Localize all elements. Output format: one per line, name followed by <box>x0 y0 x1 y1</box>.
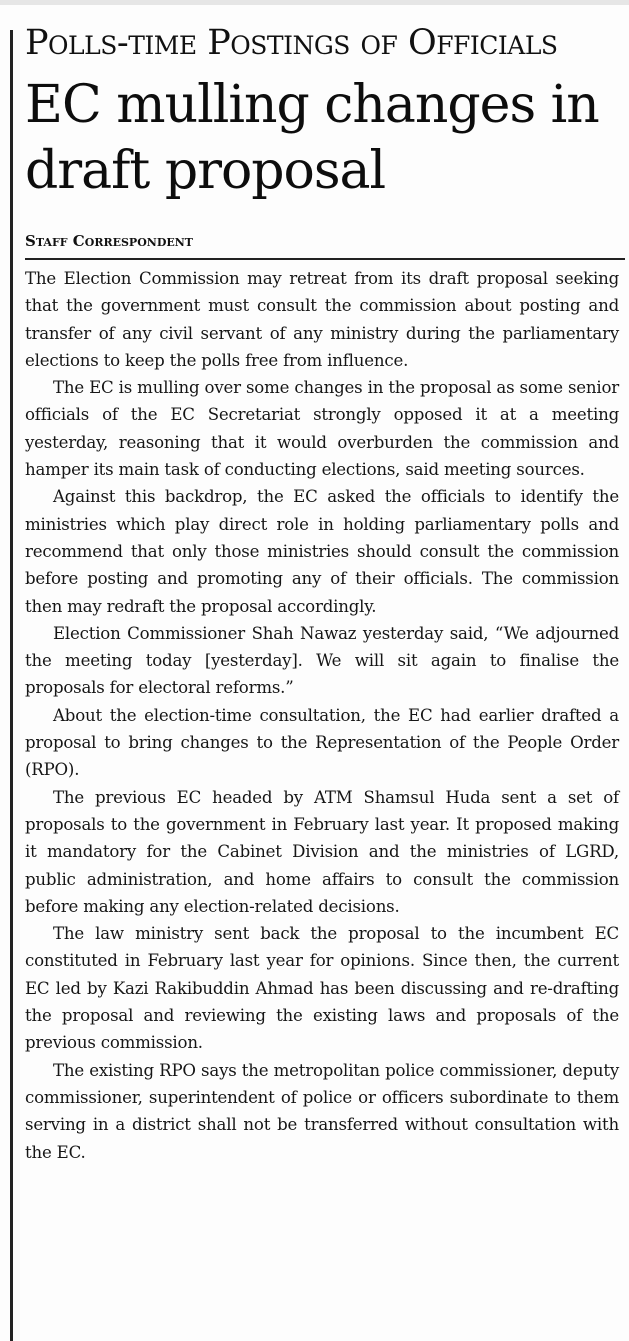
paragraph: The EC is mulling over some changes in the proposal as some senior officials of the EC Secretariat strongly opposed it at a meeting yesterday, reasoning that it would overburden the commission and hamper its main task of conducting elections, said meeting sources. <box>25 378 619 480</box>
top-border <box>0 0 629 5</box>
column-rule <box>10 30 13 1341</box>
kicker: Polls-time Postings of Officials <box>25 23 558 63</box>
paragraph: The previous EC headed by ATM Shamsul Huda sent a set of proposals to the government in February last year. It proposed making it mandatory for the Cabinet Division and the ministries of LGRD, public administration, and home affairs to consult the commission before making any election-related decisions. <box>25 787 619 916</box>
paragraph: The Election Commission may retreat from its draft proposal seeking that the government must consult the commission about posting and transfer of any civil servant of any ministry during the parliamentary elections to keep the polls free from influence. <box>25 269 619 370</box>
paragraph: Against this backdrop, the EC asked the officials to identify the ministries which play direct role in holding parliamentary polls and recommend that only those ministries should consult the commission before posting and promoting any of their officials. The commission then may redraft the proposal accordingly. <box>25 487 619 616</box>
paragraph: The law ministry sent back the proposal to the incumbent EC constituted in February last year for opinions. Since then, the current EC led by Kazi Rakibuddin Ahmad has been discussing and re-drafting the proposal and reviewing the existing laws and proposals of the previous commission. <box>25 924 619 1053</box>
paragraph: About the election-time consultation, the EC had earlier drafted a proposal to bring changes to the Representation of the People Order (RPO). <box>25 705 619 780</box>
article-body <box>25 265 619 1166</box>
headline: EC mulling changes in draft proposal <box>25 75 599 201</box>
paragraph: Election Commissioner Shah Nawaz yesterday said, “We adjourned the meeting today [yesterday]. We will sit again to finalise the proposals for electoral reforms.” <box>25 623 619 698</box>
byline: Staff Correspondent <box>25 232 193 250</box>
paragraph: The existing RPO says the metropolitan police commissioner, deputy commissioner, superintendent of police or officers subordinate to them serving in a district shall not be transferred without consultation with the EC. <box>25 1060 619 1162</box>
byline-divider <box>25 258 625 260</box>
